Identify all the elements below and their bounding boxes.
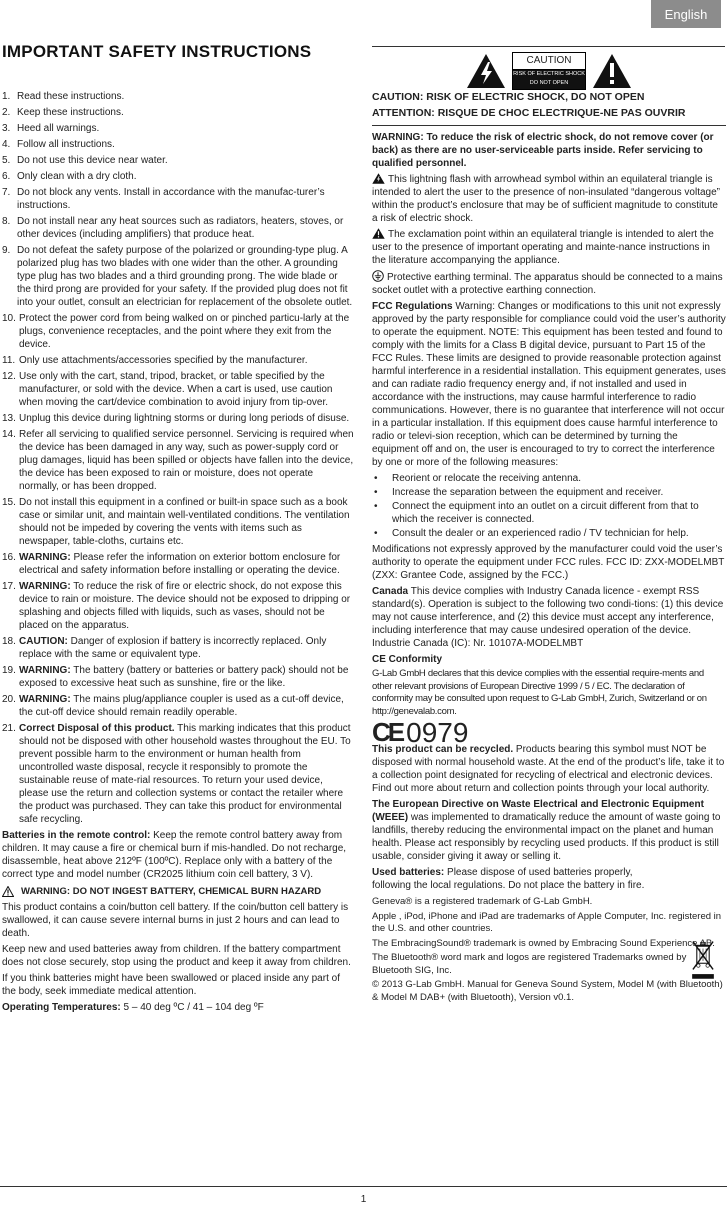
operating-temperatures: Operating Temperatures: 5 – 40 deg ºC / 41 – 104 deg ºF (2, 1002, 264, 1013)
instruction-item (2, 186, 354, 212)
left-column (2, 90, 354, 1017)
instruction-number: 20. (2, 694, 16, 705)
remote-battery-paragraph: Batteries in the remote control: Keep the remote control battery away from children. It may cause a fire or chemical burn if mis-handled. Do not recharge, disassemble, heat above 212ºF (100ºC). Replace only with a battery of the correct type and model number (CR2025 lithium coin cell battery, 3 V). (2, 830, 347, 880)
instruction-item (2, 244, 354, 309)
fcc-measure: • Increase the separation between the equipment and receiver. (372, 486, 726, 499)
shock-warning: WARNING: To reduce the risk of electric shock, do not remove cover (or back) as there are no user-serviceable parts inside. Refer servicing to qualified personnel. (372, 132, 714, 169)
instruction-number: 21. (2, 723, 16, 734)
ce-paragraph: G-Lab GmbH declares that this device complies with the essential require-ments and other relevant provisions of European Directive 1999 / 5 / EC. The declaration of conformity may be consulted upon request to G-Lab GmbH, Zurich, Switzerland or on http://genevalab.com. (372, 668, 707, 717)
instruction-item (2, 412, 354, 425)
page-number: 1 (360, 1194, 367, 1205)
instruction-number: 2. (2, 107, 11, 118)
ce-logo: CE (372, 717, 403, 747)
instruction-text: Only use attachments/accessories specified by the manufacturer. (19, 355, 308, 366)
instruction-item (2, 122, 354, 135)
instruction-number: 7. (2, 187, 11, 198)
instruction-number: 11. (2, 355, 16, 366)
instruction-item (2, 580, 354, 632)
instruction-number: 15. (2, 497, 16, 508)
ce-mark (372, 717, 726, 748)
instruction-item (2, 106, 354, 119)
ingest-warning-heading: WARNING: DO NOT INGEST BATTERY, CHEMICAL BURN HAZARD (2, 885, 354, 898)
instruction-lead: CAUTION: (19, 636, 68, 647)
instruction-text: Keep these instructions. (17, 107, 124, 118)
instruction-text: Please refer the information on exterior bottom enclosure for electrical and safety information before installing or operating the device. (19, 552, 341, 576)
instruction-number: 12. (2, 371, 16, 382)
instruction-item (2, 693, 354, 719)
instruction-item (2, 312, 354, 351)
instruction-number: 10. (2, 313, 16, 324)
instruction-number: 4. (2, 139, 11, 150)
instruction-item (2, 722, 354, 826)
instruction-item (2, 551, 354, 577)
instruction-text: This marking indicates that this product should not be disposed with other household wastes throughout the EU. To prevent possible harm to the environment or human health from uncontrolled waste disposal, recycle it responsibly to promote the sustainable reuse of mate-rial resources. To return your used device, please use the return and collection systems or contact the retailer where the product was purchased. They can take this product for environmental safe recycling. (19, 723, 351, 825)
instruction-text: Danger of explosion if battery is incorrectly replaced. Only replace with the same or equivalent type. (19, 636, 327, 660)
instruction-text: Do not install near any heat sources such as radiators, heaters, stoves, or other devices (including amplifiers) that produce heat. (17, 216, 344, 240)
instruction-text: Refer all servicing to qualified service personnel. Servicing is required when the device has been damaged in any way, such as power-supply cord or plug damages, liquid has been spilled or objects have fallen into the device, the device has been exposed to rain or moisture, does not operate normally, or has been dropped. (19, 429, 354, 492)
instruction-text: Do not defeat the safety purpose of the polarized or grounding-type plug. A polarized plug has two blades with one wider than the other. A grounding type plug has two blades and a third grounding prong. The wide blade or the third prong are provided for your safety. If the provided plug does not fit into your outlet, consult an electrician for replacement of the obsolete outlet. (17, 245, 353, 308)
footer-divider (0, 1186, 727, 1187)
instruction-item (2, 90, 354, 103)
lightning-triangle-icon (466, 53, 506, 89)
used-batteries-paragraph: Used batteries: Please dispose of used batteries properly, following the local regulations. Do not place the battery in fire. (372, 867, 645, 891)
instruction-lead: WARNING: (19, 694, 71, 705)
earthing-explanation: Protective earthing terminal. The apparatus should be connected to a mains socket outlet with a protective earthing connection. (372, 272, 723, 296)
fcc-regulations: FCC Regulations Warning: Changes or modifications to this unit not expressly approved by the party responsible for compliance could void the user’s authority to operate the equipment. NOTE: This equipment has been tested and found to comply with the limits for a Class B digital device, pursuant to Part 15 of the FCC Rules. These limits are designed to provide reasonable protection against harmful interference in a residential installation. This equipment generates, uses and can radiate radio frequency energy and, if not installed and used in accordance with the instructions, may cause harmful interference to radio communications. However, there is no guarantee that interference will not occur in a particular installation. If this equipment does cause harmful interference to radio or televi-sion reception, which can be determined by turning the equipment off and on, the user is encouraged to try to correct the interference by one or more of the following measures: (372, 301, 726, 468)
instruction-text: Do not block any vents. Install in accordance with the manufac-turer’s instructions. (17, 187, 325, 211)
instruction-text: Protect the power cord from being walked on or pinched particu-larly at the plugs, convenience receptacles, and the point where they exit from the device. (19, 313, 350, 350)
instruction-item (2, 635, 354, 661)
instruction-lead: WARNING: (19, 552, 71, 563)
caution-divider (372, 125, 726, 126)
notified-body-number: 0979 (406, 717, 469, 748)
caution-symbols (372, 52, 726, 90)
instruction-text: Do not use this device near water. (17, 155, 168, 166)
fcc-modifications: Modifications not expressly approved by the manufacturer could void the user’s authority to operate the equipment under FCC rules. FCC ID: ZXX-MODELMBT (ZXX: Grantee Code, assigned by the FCC.) (372, 544, 725, 581)
fcc-measure: • Reorient or relocate the receiving antenna. (372, 472, 726, 485)
trademark-line: The EmbracingSound® trademark is owned by Embracing Sound Experience AB. (372, 937, 715, 949)
instruction-item (2, 664, 354, 690)
exclamation-explanation: The exclamation point within an equilateral triangle is intended to alert the user to the presence of important operating and mainte-nance instructions in the literature accompanying the appliance. (372, 229, 714, 266)
instruction-number: 16. (2, 552, 16, 563)
trademark-line: © 2013 G-Lab GmbH. Manual for Geneva Sound System, Model M (with Bluetooth) & Model M DAB+ (with Bluetooth), Version v0.1. (372, 979, 723, 1003)
instruction-number: 1. (2, 91, 11, 102)
instruction-text: The mains plug/appliance coupler is used as a cut-off device, the cut-off device should remain readily operable. (19, 694, 344, 718)
instruction-lead: Correct Disposal of this product. (19, 723, 175, 734)
instruction-number: 13. (2, 413, 16, 424)
instruction-text: To reduce the risk of fire or electric shock, do not expose this device to rain or moisture. The device should not be exposed to dripping or splashing and objects filled with liquids, such as vases, should not be placed on the apparatus. (19, 581, 351, 631)
instruction-text: Heed all warnings. (17, 123, 100, 134)
instruction-text: Follow all instructions. (17, 139, 115, 150)
instruction-number: 5. (2, 155, 11, 166)
trademark-line: Apple , iPod, iPhone and iPad are trademarks of Apple Computer, Inc. registered in the U.S. and other countries. (372, 910, 722, 934)
page-title: IMPORTANT SAFETY INSTRUCTIONS (2, 42, 312, 61)
caution-label: CAUTION RISK OF ELECTRIC SHOCK DO NOT OPEN (512, 52, 586, 90)
instruction-number: 9. (2, 245, 11, 256)
instruction-text: Unplug this device during lightning storms or during long periods of disuse. (19, 413, 350, 424)
instruction-lead: WARNING: (19, 665, 71, 676)
instruction-text: Use only with the cart, stand, tripod, bracket, or table specified by the manufacturer, or sold with the device. When a cart is used, use caution when moving the cart/device combination to avoid injury from tip-over. (19, 371, 333, 408)
instruction-number: 14. (2, 429, 16, 440)
weee-paragraph: The European Directive on Waste Electrical and Electronic Equipment (WEEE) was implemented to dramatically reduce the amount of waste going to landfills, thereby reducing the environmental impact on the planet and human health. Please act responsibly by recycling used products. If this product is still usable, consider giving it away or selling it. (372, 799, 721, 862)
canada-paragraph: Canada This device complies with Industry Canada licence - exempt RSS standard(s). Operation is subject to the following two condi-tions: (1) this device may not cause interference, and (2) this device must accept any interference, including interference that may cause undesired operation of the device. Industrie Canada (IC): Nr. 10107A-MODELMBT (372, 586, 724, 649)
recycle-paragraph: This product can be recycled. Products bearing this symbol must NOT be disposed with normal household waste. At the end of the product’s life, take it to a collection point designated for recycling of electrical and electronic devices. Find out more about return and collection points through your local authority. (372, 744, 725, 794)
exclamation-triangle-icon (592, 53, 632, 89)
instruction-item (2, 428, 354, 493)
right-column (372, 52, 726, 1006)
trademark-line: Geneva® is a registered trademark of G-Lab GmbH. (372, 896, 593, 907)
language-tab[interactable]: English (651, 0, 721, 28)
instruction-number: 19. (2, 665, 16, 676)
warning-triangle-icon (2, 886, 14, 897)
lightning-small-icon (372, 173, 385, 184)
instruction-lead: WARNING: (19, 581, 71, 592)
instruction-text: Do not install this equipment in a confined or built-in space such as a book case or similar unit, and maintain well-ventilated conditions. The ventilation should not be impeded by covering the vents with items such as newspaper, table-cloths, curtains etc. (19, 497, 350, 547)
exclamation-small-icon (372, 228, 385, 239)
fcc-measure: • Connect the equipment into an outlet on a circuit different from that to which the receiver is connected. (372, 500, 726, 526)
trademark-line: The Bluetooth® word mark and logos are registered Trademarks owned by Bluetooth SIG, Inc. (372, 952, 687, 976)
trademarks (372, 896, 726, 1004)
instruction-text: Only clean with a dry cloth. (17, 171, 137, 182)
caution-english: CAUTION: RISK OF ELECTRIC SHOCK, DO NOT OPEN (372, 91, 645, 103)
ingest-paragraph-3: If you think batteries might have been swallowed or placed inside any part of the body, seek immediate medical attention. (2, 973, 340, 997)
instruction-number: 8. (2, 216, 11, 227)
instruction-number: 6. (2, 171, 11, 182)
instruction-text: The battery (battery or batteries or battery pack) should not be exposed to excessive heat such as sunshine, fire or the like. (19, 665, 349, 689)
fcc-measures-list (372, 472, 726, 540)
instruction-item (2, 170, 354, 183)
instruction-item (2, 370, 354, 409)
instruction-item (2, 138, 354, 151)
ce-heading: CE Conformity (372, 654, 442, 665)
instruction-item (2, 154, 354, 167)
ingest-paragraph-2: Keep new and used batteries away from children. If the battery compartment does not close securely, stop using the product and keep it away from children. (2, 944, 351, 968)
instruction-number: 17. (2, 581, 16, 592)
fcc-measure: • Consult the dealer or an experienced radio / TV technician for help. (372, 527, 726, 540)
caution-french: ATTENTION: RISQUE DE CHOC ELECTRIQUE-NE PAS OUVRIR (372, 107, 686, 119)
instruction-item (2, 215, 354, 241)
instruction-item (2, 496, 354, 548)
instruction-number: 3. (2, 123, 11, 134)
instruction-text: Read these instructions. (17, 91, 125, 102)
lightning-explanation: This lightning flash with arrowhead symbol within an equilateral triangle is intended to alert the user to the presence of non-insulated “dangerous voltage” within the product’s enclosure that may be of sufficient magnitude to constitute a risk of electric shock. (372, 174, 721, 224)
top-divider (372, 46, 725, 47)
earthing-icon (372, 270, 384, 282)
instruction-item (2, 354, 354, 367)
instructions-list (2, 90, 354, 826)
instruction-number: 18. (2, 636, 16, 647)
ingest-paragraph-1: This product contains a coin/button cell battery. If the coin/button cell battery is swallowed, it can cause severe internal burns in just 2 hours and can lead to death. (2, 902, 349, 939)
crossed-bin-icon (684, 940, 722, 1002)
